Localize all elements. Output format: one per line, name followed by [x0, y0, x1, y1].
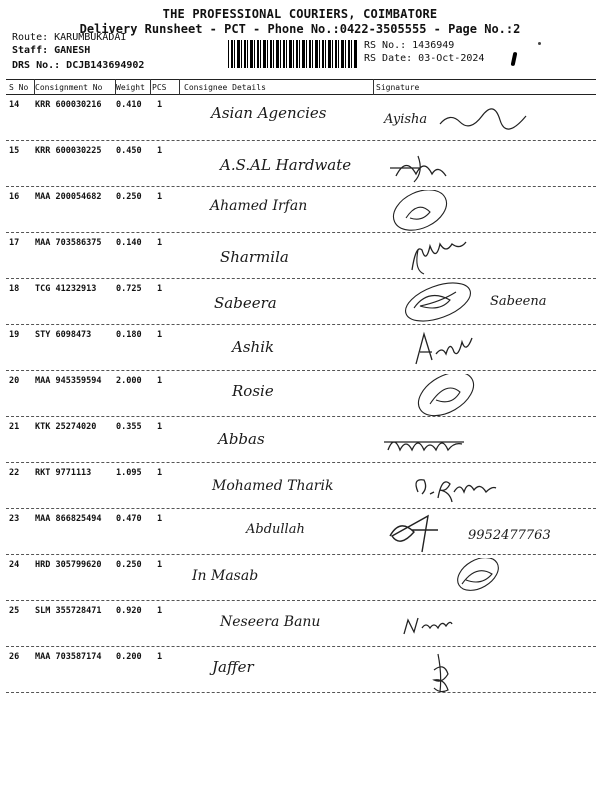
- row-weight: 0.450: [116, 146, 142, 156]
- consignee-name: Abdullah: [246, 522, 305, 537]
- col-divider: [115, 79, 116, 95]
- row-separator: [6, 278, 596, 279]
- row-weight: 2.000: [116, 376, 142, 386]
- row-weight: 0.250: [116, 192, 142, 202]
- row-pcs: 1: [157, 468, 163, 478]
- row-consignment: STY 6098473: [35, 330, 92, 340]
- consignee-name: Sharmila: [220, 248, 289, 266]
- table-row: [6, 282, 596, 322]
- row-weight: 0.920: [116, 606, 142, 616]
- row-separator: [6, 646, 596, 647]
- consignee-name: Asian Agencies: [211, 104, 327, 122]
- signature-area: [378, 604, 596, 648]
- signature-area: [378, 466, 596, 510]
- consignee-name: Abbas: [218, 430, 265, 448]
- signature-scribble: [378, 236, 596, 280]
- rs-date: RS Date: 03-Oct-2024: [364, 53, 485, 64]
- signature-area: [378, 650, 596, 694]
- row-weight: 0.725: [116, 284, 142, 294]
- table-header: [6, 81, 596, 94]
- row-separator: [6, 508, 596, 509]
- row-pcs: 1: [157, 422, 163, 432]
- signature-area: [378, 558, 596, 602]
- row-weight: 0.355: [116, 422, 142, 432]
- col-weight: Weight: [116, 83, 145, 92]
- table-row: [6, 420, 596, 460]
- row-pcs: 1: [157, 100, 163, 110]
- row-sno: 20: [9, 376, 20, 386]
- row-consignment: MAA 945359594: [35, 376, 102, 386]
- signature-scribble: [378, 466, 596, 510]
- row-sno: 26: [9, 652, 20, 662]
- row-pcs: 1: [157, 238, 163, 248]
- row-weight: 0.410: [116, 100, 142, 110]
- staff-label: Staff: GANESH: [12, 45, 91, 56]
- row-sno: 16: [9, 192, 20, 202]
- consignee-name: Neseera Banu: [220, 614, 321, 630]
- table-row: [6, 236, 596, 276]
- ink-dot: [538, 42, 541, 45]
- row-weight: 0.140: [116, 238, 142, 248]
- row-separator: [6, 232, 596, 233]
- row-consignment: MAA 200054682: [35, 192, 102, 202]
- signature-scribble: [378, 558, 596, 602]
- row-sno: 15: [9, 146, 20, 156]
- row-consignment: RKT 9771113: [35, 468, 92, 478]
- row-pcs: 1: [157, 330, 163, 340]
- row-weight: 0.250: [116, 560, 142, 570]
- drs-number: DRS No.: DCJB143694902: [12, 60, 145, 71]
- signature-scribble: [378, 282, 596, 326]
- row-pcs: 1: [157, 560, 163, 570]
- table-row: [6, 374, 596, 414]
- row-consignment: SLM 355728471: [35, 606, 102, 616]
- row-consignment: TCG 41232913: [35, 284, 97, 294]
- signature-scribble: [378, 328, 596, 372]
- col-pcs: PCS: [152, 83, 167, 92]
- handwritten-mark: [511, 52, 518, 67]
- table-row: [6, 190, 596, 230]
- row-sno: 19: [9, 330, 20, 340]
- consignee-name: Ahamed Irfan: [210, 198, 308, 214]
- row-pcs: 1: [157, 606, 163, 616]
- signature-note: Sabeena: [490, 294, 547, 309]
- table-row: [6, 558, 596, 598]
- row-consignment: MAA 866825494: [35, 514, 102, 524]
- table-row: [6, 144, 596, 184]
- row-sno: 18: [9, 284, 20, 294]
- table-row: [6, 466, 596, 506]
- signature-scribble: [378, 374, 596, 418]
- route-label: Route: KARUMBUKADAI: [12, 32, 127, 43]
- signature-area: [378, 144, 596, 188]
- signature-scribble: [378, 190, 596, 234]
- col-divider: [34, 79, 35, 95]
- signature-scribble: [378, 98, 596, 142]
- row-weight: 0.200: [116, 652, 142, 662]
- row-pcs: 1: [157, 376, 163, 386]
- consignee-name: Mohamed Tharik: [212, 478, 334, 494]
- row-consignment: KRR 600030225: [35, 146, 102, 156]
- row-sno: 21: [9, 422, 20, 432]
- row-pcs: 1: [157, 284, 163, 294]
- row-separator: [6, 186, 596, 187]
- col-divider: [150, 79, 151, 95]
- row-consignment: MAA 703587174: [35, 652, 102, 662]
- row-separator: [6, 692, 596, 693]
- signature-scribble: [378, 604, 596, 648]
- document-subtitle: Delivery Runsheet - PCT - Phone No.:0422-3505555 - Page No.:2: [79, 22, 521, 36]
- consignee-name: Ashik: [232, 338, 275, 356]
- consignee-name: A.S.AL Hardwate: [220, 156, 352, 174]
- rs-number: RS No.: 1436949: [364, 40, 455, 51]
- signature-scribble: [378, 650, 596, 694]
- table-row: [6, 512, 596, 552]
- row-weight: 0.180: [116, 330, 142, 340]
- signature-area: [378, 190, 596, 234]
- col-consignment: Consignment No: [35, 83, 103, 92]
- row-weight: 1.095: [116, 468, 142, 478]
- row-weight: 0.470: [116, 514, 142, 524]
- signature-scribble: [378, 144, 596, 188]
- signature-area: [378, 512, 596, 556]
- consignee-name: Rosie: [232, 382, 274, 400]
- signature-area: [378, 282, 596, 326]
- signature-area: [378, 420, 596, 464]
- row-pcs: 1: [157, 146, 163, 156]
- document-title: THE PROFESSIONAL COURIERS, COIMBATORE: [162, 7, 438, 21]
- col-divider: [373, 79, 374, 95]
- row-separator: [6, 554, 596, 555]
- table-top-border: [6, 79, 596, 80]
- col-sno: S No: [9, 83, 29, 92]
- barcode: [228, 40, 358, 68]
- row-pcs: 1: [157, 652, 163, 662]
- row-separator: [6, 140, 596, 141]
- table-row: [6, 650, 596, 690]
- table-row: [6, 328, 596, 368]
- row-sno: 24: [9, 560, 20, 570]
- row-sno: 25: [9, 606, 20, 616]
- row-sno: 14: [9, 100, 20, 110]
- signature-area: [378, 328, 596, 372]
- col-signature: Signature: [376, 83, 420, 92]
- row-separator: [6, 416, 596, 417]
- row-sno: 23: [9, 514, 20, 524]
- row-separator: [6, 462, 596, 463]
- table-row: [6, 604, 596, 644]
- col-consignee-details: Consignee Details: [184, 83, 266, 92]
- row-separator: [6, 370, 596, 371]
- signature-area: [378, 236, 596, 280]
- row-consignment: HRD 305799620: [35, 560, 102, 570]
- row-pcs: 1: [157, 514, 163, 524]
- row-separator: [6, 324, 596, 325]
- row-pcs: 1: [157, 192, 163, 202]
- signature-note: 9952477763: [468, 528, 551, 543]
- col-divider: [179, 79, 180, 95]
- consignee-name: Jaffer: [212, 658, 254, 676]
- table-header-border: [6, 94, 596, 95]
- table-row: [6, 98, 596, 138]
- signature-scribble: [378, 420, 596, 464]
- row-consignment: KRR 600030216: [35, 100, 102, 110]
- signature-area: [378, 374, 596, 418]
- row-consignment: MAA 703586375: [35, 238, 102, 248]
- signature-note: Ayisha: [384, 112, 428, 127]
- consignee-name: Sabeera: [214, 294, 277, 312]
- row-sno: 22: [9, 468, 20, 478]
- signature-area: [378, 98, 596, 142]
- consignee-name: In Masab: [192, 568, 259, 584]
- row-sno: 17: [9, 238, 20, 248]
- row-separator: [6, 600, 596, 601]
- row-consignment: KTK 25274020: [35, 422, 97, 432]
